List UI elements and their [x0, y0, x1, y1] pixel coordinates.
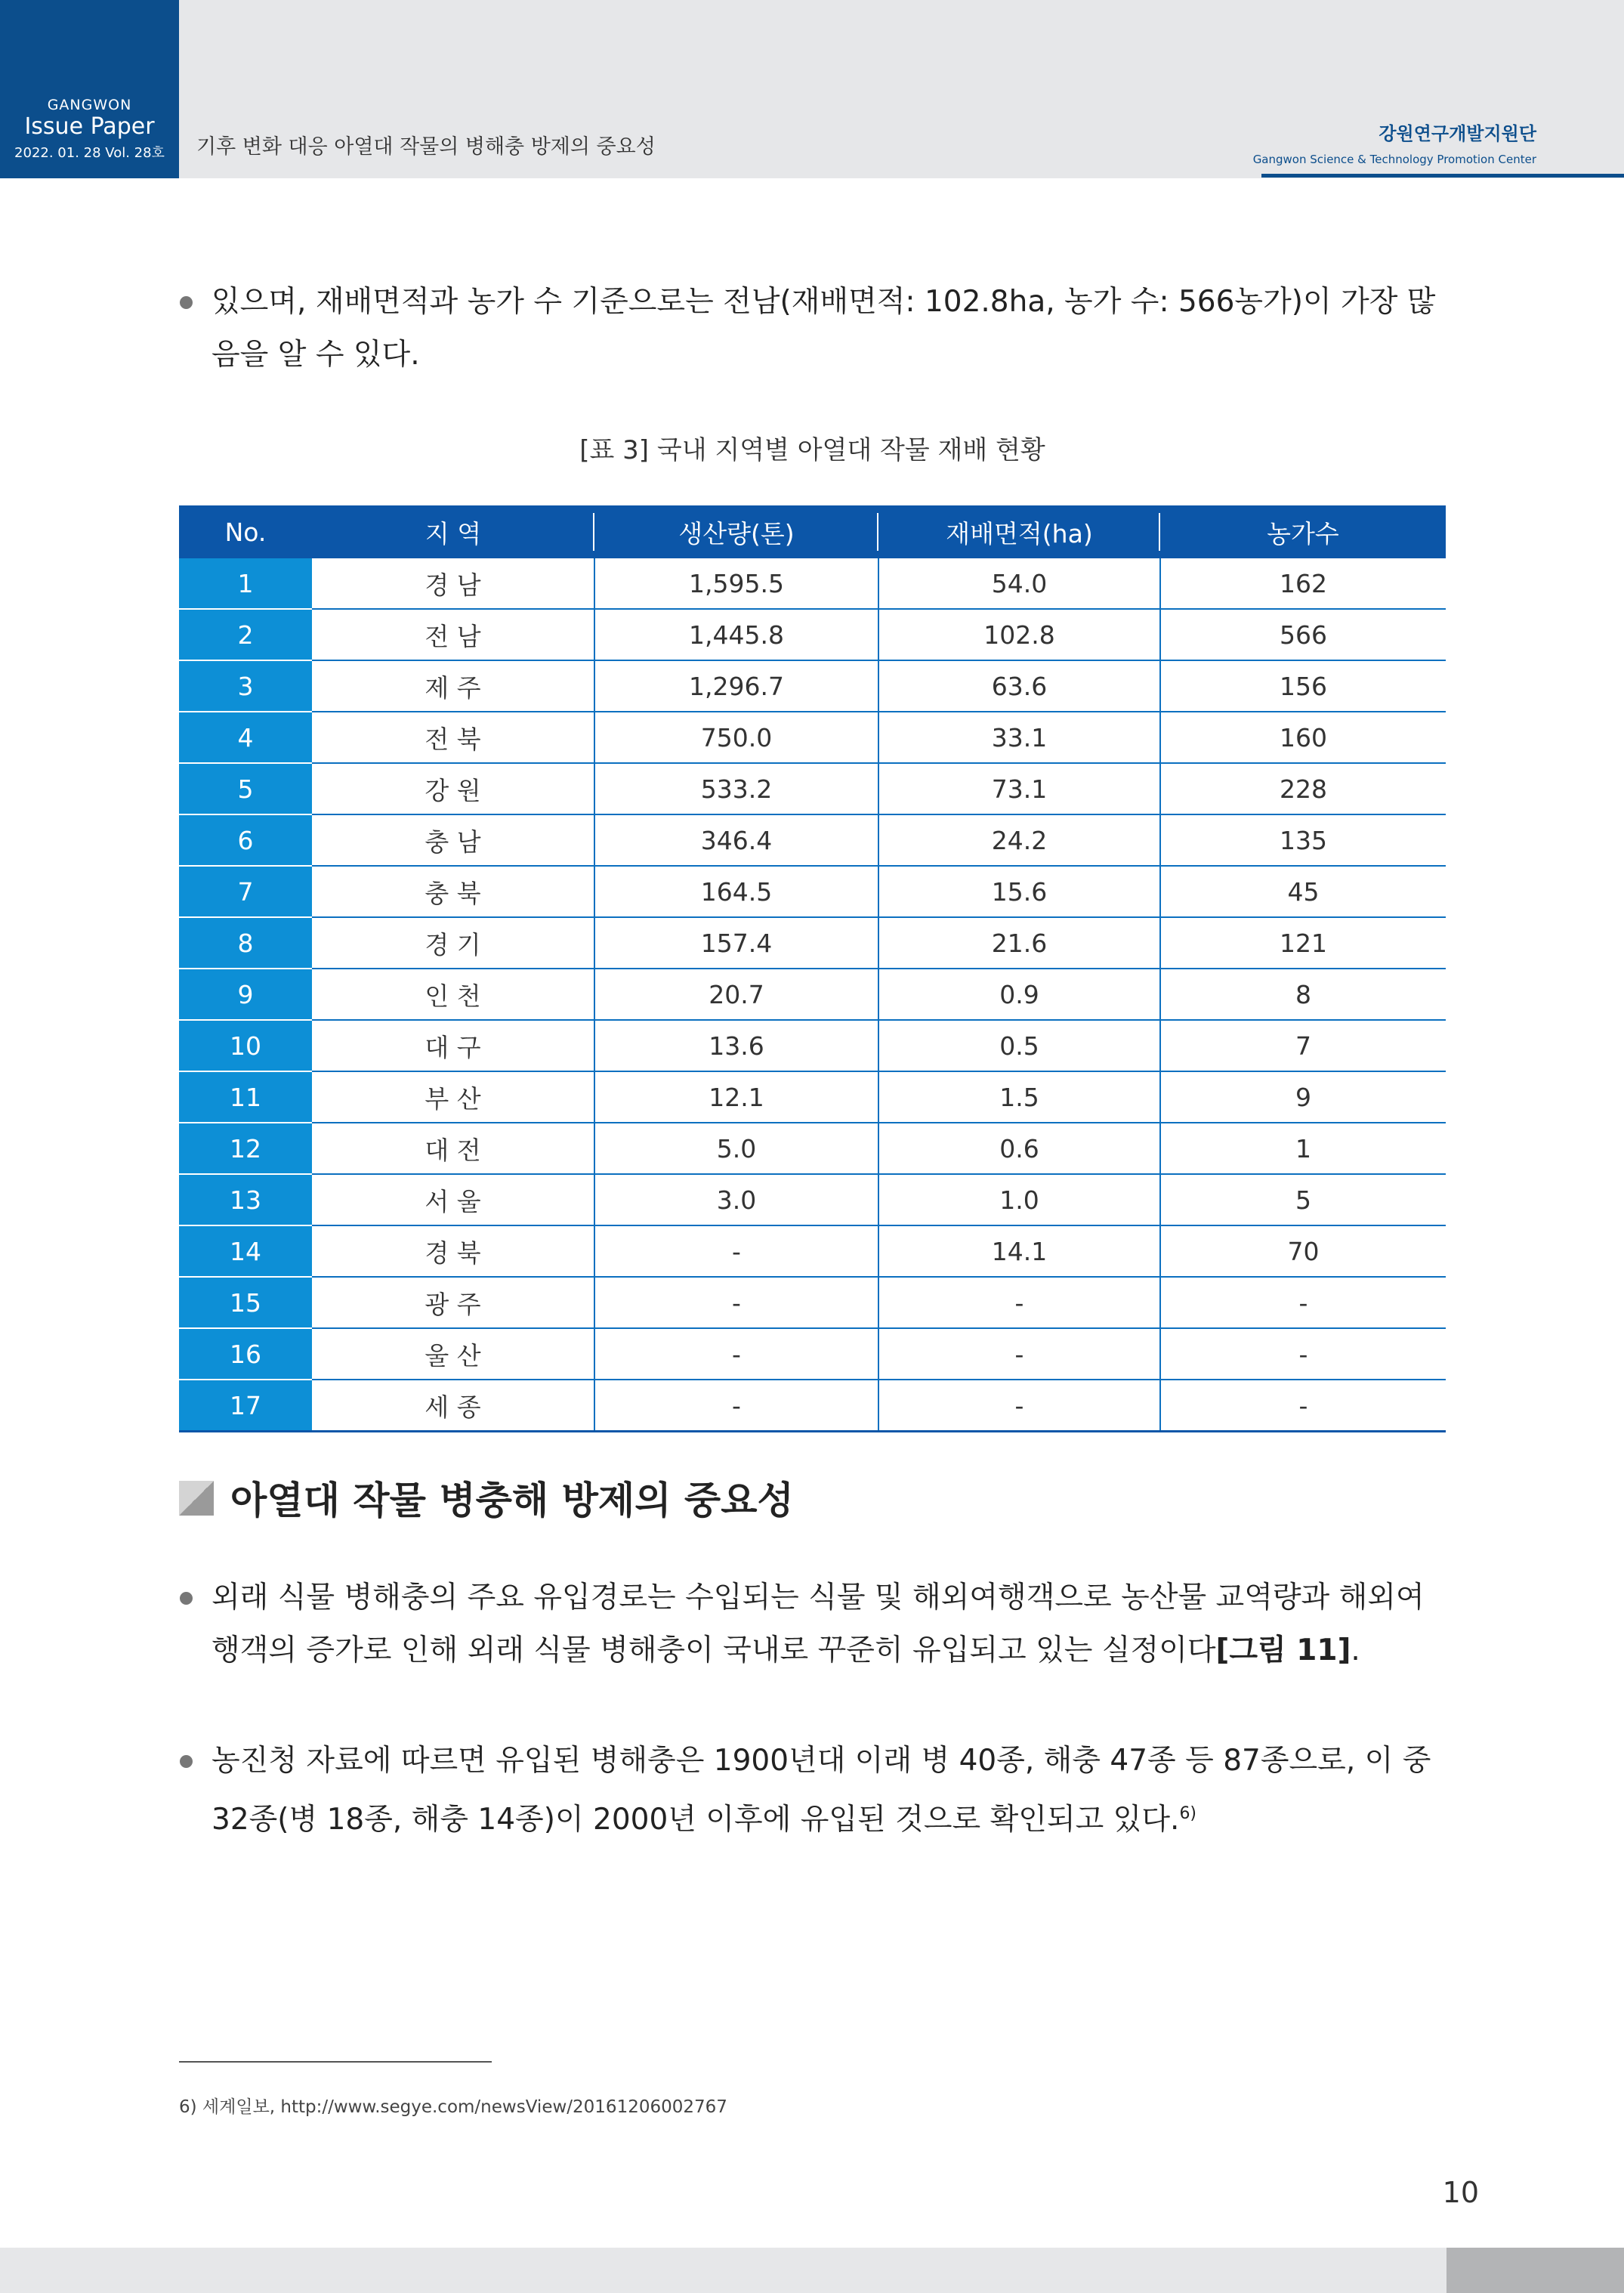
column-header: 재배면적(ha) — [878, 505, 1160, 558]
table-cell: 경 북 — [312, 1225, 594, 1277]
brand-line1: GANGWON — [47, 97, 132, 113]
table-body — [179, 558, 1446, 1432]
org-name: 강원연구개발지원단 — [1379, 123, 1536, 144]
table-cell: 533.2 — [594, 763, 878, 814]
table-cell: 24.2 — [878, 814, 1160, 866]
table-row — [179, 1071, 1446, 1123]
column-header: No. — [179, 505, 312, 558]
table-header-row — [179, 505, 1446, 558]
row-number: 17 — [179, 1380, 312, 1432]
table-cell: 9 — [1160, 1071, 1446, 1123]
paragraph-text: 농진청 자료에 따르면 유입된 병해충은 1900년대 이래 병 40종, 해충 47종 등 87종으로, 이 중 32종(병 18종, 해충 14종)이 2000년 이후에 유입된 것으로 확인되고 있다. — [211, 1744, 1431, 1837]
brand-logo — [0, 0, 179, 178]
table-cell: - — [1160, 1277, 1446, 1328]
table-cell: 157.4 — [594, 917, 878, 969]
bullet-icon — [180, 296, 193, 309]
table-cell: 14.1 — [878, 1225, 1160, 1277]
table-cell: 33.1 — [878, 712, 1160, 763]
row-number: 11 — [179, 1071, 312, 1123]
table-row — [179, 712, 1446, 763]
table-cell: 전 남 — [312, 609, 594, 660]
table-cell: 7 — [1160, 1020, 1446, 1071]
section-title: 아열대 작물 병충해 방제의 중요성 — [230, 1479, 794, 1522]
table-cell: 부 산 — [312, 1071, 594, 1123]
table-cell: 13.6 — [594, 1020, 878, 1071]
data-table — [179, 505, 1446, 1432]
table-cell: 566 — [1160, 609, 1446, 660]
footnote: 6) 세계일보, http://www.segye.com/newsView/20161206002767 — [179, 2097, 727, 2117]
row-number: 2 — [179, 609, 312, 660]
table-cell: 인 천 — [312, 969, 594, 1020]
table-row — [179, 763, 1446, 814]
table-cell: 63.6 — [878, 660, 1160, 712]
table-cell: 충 북 — [312, 866, 594, 917]
table-cell: 5 — [1160, 1174, 1446, 1225]
table-cell: 73.1 — [878, 763, 1160, 814]
table-row — [179, 1123, 1446, 1174]
table-cell: 54.0 — [878, 558, 1160, 609]
footer-accent — [1446, 2248, 1624, 2293]
bullet-icon — [180, 1592, 193, 1605]
row-number: 9 — [179, 969, 312, 1020]
table-cell: 5.0 — [594, 1123, 878, 1174]
table-cell: 전 북 — [312, 712, 594, 763]
table-cell: 121 — [1160, 917, 1446, 969]
table-cell: 0.9 — [878, 969, 1160, 1020]
table-cell: - — [594, 1328, 878, 1380]
table-caption: [표 3] 국내 지역별 아열대 작물 재배 현황 — [579, 435, 1045, 465]
table-cell: 1,595.5 — [594, 558, 878, 609]
paragraph-end: . — [1351, 1633, 1360, 1667]
table-cell: 제 주 — [312, 660, 594, 712]
row-number: 1 — [179, 558, 312, 609]
row-number: 3 — [179, 660, 312, 712]
row-number: 4 — [179, 712, 312, 763]
org-logo — [1253, 119, 1536, 166]
table-cell: - — [878, 1328, 1160, 1380]
table-cell: 45 — [1160, 866, 1446, 917]
table-row — [179, 1380, 1446, 1432]
row-number: 14 — [179, 1225, 312, 1277]
table-row — [179, 609, 1446, 660]
footer-bar — [0, 2248, 1624, 2293]
paragraph-text: 외래 식물 병해충의 주요 유입경로는 수입되는 식물 및 해외여행객으로 농산물 교역량과 해외여행객의 증가로 인해 외래 식물 병해충이 국내로 꾸준히 유입되고 있는 실정이다 — [211, 1581, 1425, 1667]
table-cell: - — [1160, 1328, 1446, 1380]
bullet-icon — [180, 1755, 193, 1768]
row-number: 8 — [179, 917, 312, 969]
page-number: 10 — [1442, 2176, 1479, 2209]
column-header: 생산량(톤) — [594, 505, 878, 558]
table-cell: 21.6 — [878, 917, 1160, 969]
table-row — [179, 1328, 1446, 1380]
row-number: 13 — [179, 1174, 312, 1225]
table-cell: 135 — [1160, 814, 1446, 866]
table-cell: 70 — [1160, 1225, 1446, 1277]
table-row — [179, 814, 1446, 866]
row-number: 6 — [179, 814, 312, 866]
table-cell: 1.5 — [878, 1071, 1160, 1123]
table-cell: 12.1 — [594, 1071, 878, 1123]
row-number: 10 — [179, 1020, 312, 1071]
header-accent-line — [1261, 174, 1624, 178]
body-paragraph-1 — [211, 1571, 1450, 1677]
table-cell: 156 — [1160, 660, 1446, 712]
row-number: 15 — [179, 1277, 312, 1328]
table-cell: 대 구 — [312, 1020, 594, 1071]
brand-line2: Issue Paper — [24, 113, 155, 140]
header-title: 기후 변화 대응 아열대 작물의 병해충 방제의 중요성 — [196, 135, 656, 159]
table-cell: 750.0 — [594, 712, 878, 763]
table-cell: 3.0 — [594, 1174, 878, 1225]
table-cell: 경 남 — [312, 558, 594, 609]
table-row — [179, 1174, 1446, 1225]
row-number: 5 — [179, 763, 312, 814]
table-cell: 경 기 — [312, 917, 594, 969]
table-cell: 228 — [1160, 763, 1446, 814]
table-cell: 1 — [1160, 1123, 1446, 1174]
table-cell: 세 종 — [312, 1380, 594, 1432]
table-cell: 1.0 — [878, 1174, 1160, 1225]
row-number: 12 — [179, 1123, 312, 1174]
table-cell: 1,296.7 — [594, 660, 878, 712]
row-number: 16 — [179, 1328, 312, 1380]
table-row — [179, 866, 1446, 917]
table-cell: 346.4 — [594, 814, 878, 866]
footnote-divider — [179, 2061, 492, 2063]
table-cell: 20.7 — [594, 969, 878, 1020]
intro-paragraph: 있으며, 재배면적과 농가 수 기준으로는 전남(재배면적: 102.8ha, 농가 수: 566농가)이 가장 많음을 알 수 있다. — [211, 285, 1436, 372]
table-cell: 충 남 — [312, 814, 594, 866]
table-cell: 164.5 — [594, 866, 878, 917]
table-row — [179, 1277, 1446, 1328]
org-name-en: Gangwon Science & Technology Promotion Center — [1252, 153, 1536, 166]
table-cell: - — [594, 1380, 878, 1432]
table-row — [179, 660, 1446, 712]
table-cell: - — [594, 1277, 878, 1328]
footnote-marker: 6) — [1179, 1804, 1197, 1823]
table-cell: 서 울 — [312, 1174, 594, 1225]
table-cell: 울 산 — [312, 1328, 594, 1380]
table-cell: 15.6 — [878, 866, 1160, 917]
table-cell: 강 원 — [312, 763, 594, 814]
row-number: 7 — [179, 866, 312, 917]
table-cell: 102.8 — [878, 609, 1160, 660]
table-cell: 광 주 — [312, 1277, 594, 1328]
table-row — [179, 1225, 1446, 1277]
table-row — [179, 1020, 1446, 1071]
brand-issue-date: 2022. 01. 28 Vol. 28호 — [14, 145, 165, 161]
table-cell: 162 — [1160, 558, 1446, 609]
figure-reference: [그림 11] — [1215, 1633, 1351, 1667]
table-cell: - — [1160, 1380, 1446, 1432]
table-cell: 대 전 — [312, 1123, 594, 1174]
table-cell: - — [878, 1380, 1160, 1432]
table-cell: 160 — [1160, 712, 1446, 763]
section-square-icon — [179, 1481, 214, 1516]
table-cell: - — [594, 1225, 878, 1277]
table-cell: 1,445.8 — [594, 609, 878, 660]
column-header: 지 역 — [312, 505, 594, 558]
body-paragraph-2 — [211, 1735, 1450, 1846]
table-row — [179, 558, 1446, 609]
table-cell: 8 — [1160, 969, 1446, 1020]
table-row — [179, 969, 1446, 1020]
table-cell: 0.6 — [878, 1123, 1160, 1174]
table-cell: 0.5 — [878, 1020, 1160, 1071]
table-row — [179, 917, 1446, 969]
table-cell: - — [878, 1277, 1160, 1328]
column-header: 농가수 — [1160, 505, 1446, 558]
